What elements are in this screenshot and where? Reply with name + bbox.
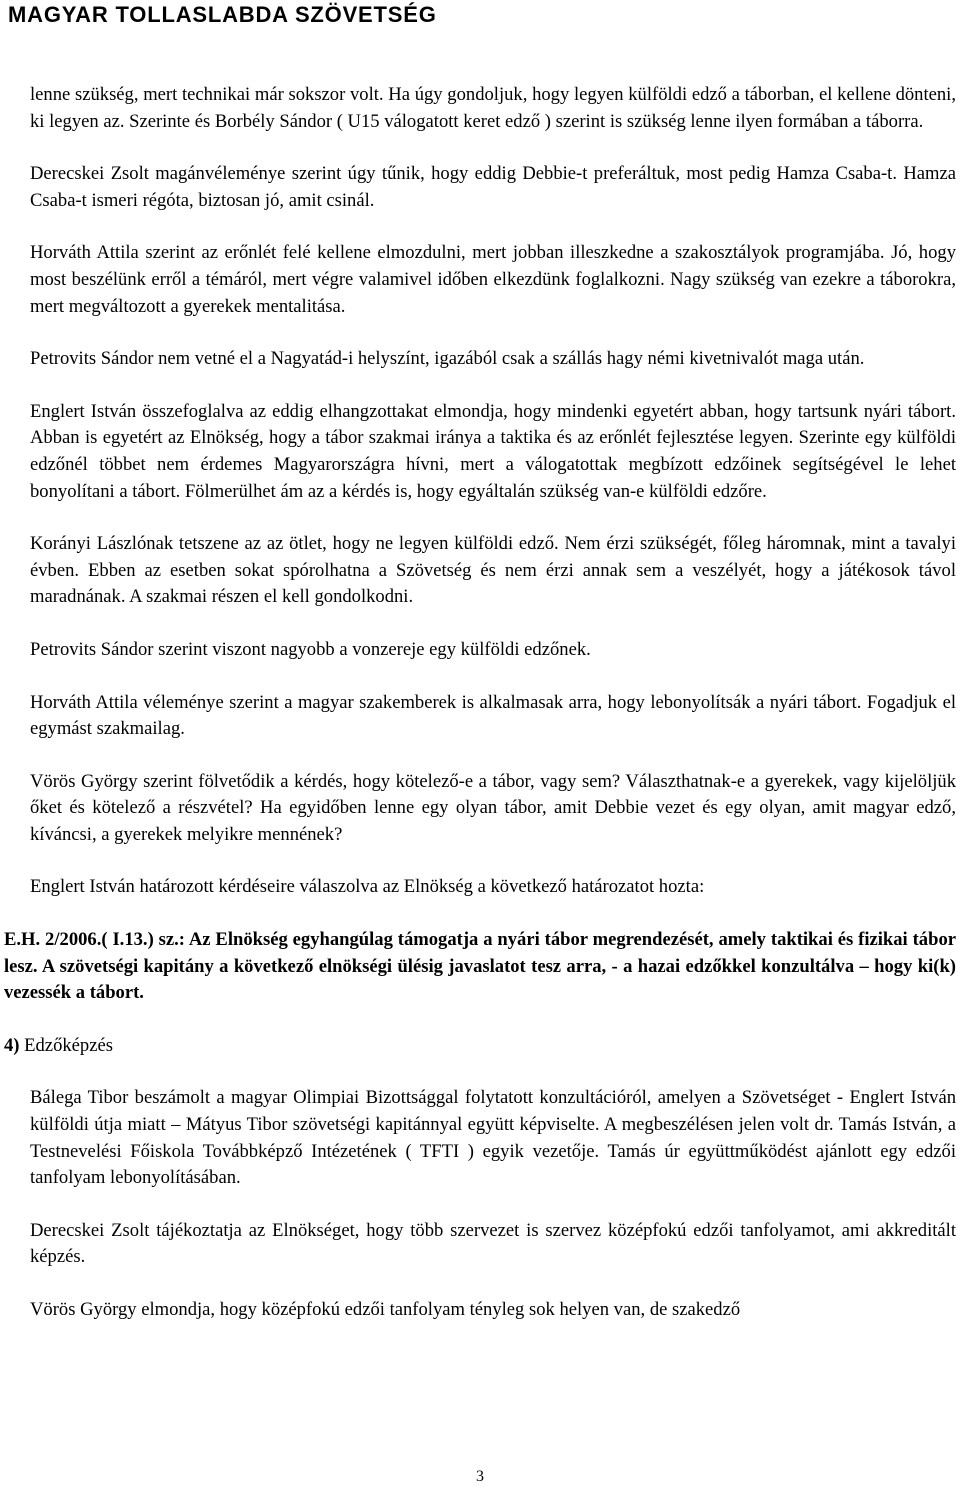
section-heading [4, 1033, 956, 1060]
paragraph: lenne szükség, mert technikai már sokszor volt. Ha úgy gondoljuk, hogy legyen külföldi edző a táborban, el kellene dönteni, ki legyen az. Szerinte és Borbély Sándor ( U15 válogatott keret edző ) szerint is szükség lenne ilyen formában a táborra. [30, 84, 956, 132]
paragraph: Englert István határozott kérdéseire válaszolva az Elnökség a következő határozatot hozta: [30, 876, 705, 898]
document-body [4, 82, 956, 1324]
section-title: Edzőképzés [24, 1034, 113, 1056]
paragraph: Vörös György szerint fölvetődik a kérdés, hogy kötelező-e a tábor, vagy sem? Választhatnak-e a gyerekek, vagy kijelöljük őket és kötelező a részvétel? Ha egyidőben lenne egy olyan tábor, amit Debbie vezet és egy olyan, amit magyar edző, kíváncsi, a gyerekek melyikre mennének? [30, 770, 956, 845]
paragraph: Horváth Attila véleménye szerint a magyar szakemberek is alkalmasak arra, hogy lebonyolítsák a nyári tábort. Fogadjuk el egymást szakmailag. [30, 691, 956, 740]
paragraph: Petrovits Sándor nem vetné el a Nagyatád-i helyszínt, igazából csak a szállás hagy némi kivetnivalót maga után. [30, 348, 865, 370]
paragraph: Korányi Lászlónak tetszene az az ötlet, hogy ne legyen külföldi edző. Nem érzi szükségét, főleg háromnak, mint a tavalyi évben. Ebben az esetben sokat spórolhatna a Szövetség és nem érzi annak sem a veszélyét, hogy a játékosok távol maradnának. A szakmai részen el kell gondolkodni. [30, 533, 956, 608]
page-number: 3 [476, 1468, 484, 1485]
paragraph: Derecskei Zsolt magánvéleménye szerint úgy tűnik, hogy eddig Debbie-t preferáltuk, most pedig Hamza Csaba-t. Hamza Csaba-t ismeri régóta, biztosan jó, amit csinál. [30, 163, 956, 211]
section-number: 4) [4, 1034, 20, 1056]
page-header-title: MAGYAR TOLLASLABDA SZÖVETSÉG [8, 2, 437, 27]
paragraph: Vörös György elmondja, hogy középfokú edzői tanfolyam tényleg sok helyen van, de szakedző [30, 1299, 741, 1320]
paragraph: Horváth Attila szerint az erőnlét felé kellene elmozdulni, mert jobban illeszkedne a szakosztályok programjába. Jó, hogy most beszélünk erről a témáról, mert végre valamivel időben elkezdünk foglalkozni. Nagy szükség van ezekre a táborokra, mert megváltozott a gyerekek mentalitása. [30, 242, 956, 317]
resolution-text: E.H. 2/2006.( I.13.) sz.: Az Elnökség egyhangúlag támogatja a nyári tábor megrendezését, amely taktikai és fizikai tábor lesz. A szövetségi kapitány a következő elnökségi ülésig javaslatot tesz arra, - a hazai edzőkkel konzultálva – hogy ki(k) vezessék a tábort. [4, 929, 956, 1004]
paragraph: Bálega Tibor beszámolt a magyar Olimpiai Bizottsággal folytatott konzultációról, amelyen a Szövetséget - Englert István külföldi útja miatt – Mátyus Tibor szövetségi kapitánnyal együtt képviselte. A megbeszélésen jelen volt dr. Tamás István, a Testnevelési Főiskola Továbbképző Intézetének ( TFTI ) egyik vezetője. Tamás úr együttműködést ajánlott egy edzői tanfolyam lebonyolításában. [30, 1087, 956, 1189]
paragraph: Englert István összefoglalva az eddig elhangzottakat elmondja, hogy mindenki egyetért abban, hogy tartsunk nyári tábort. Abban is egyetért az Elnökség, hogy a tábor szakmai iránya a taktika és az erőnlét fejlesztése legyen. Szerinte egy külföldi edzőnél többet nem érdemes Magyarországra hívni, mert a válogatottak megbízott edzőinek segítségével le lehet bonyolítani a tábort. Fölmerülhet ám az a kérdés is, hogy egyáltalán szükség van-e külföldi edzőre. [30, 400, 956, 502]
paragraph: Petrovits Sándor szerint viszont nagyobb a vonzereje egy külföldi edzőnek. [30, 638, 591, 660]
paragraph: Derecskei Zsolt tájékoztatja az Elnökséget, hogy több szervezet is szervez középfokú edzői tanfolyamot, ami akkreditált képzés. [30, 1219, 956, 1268]
